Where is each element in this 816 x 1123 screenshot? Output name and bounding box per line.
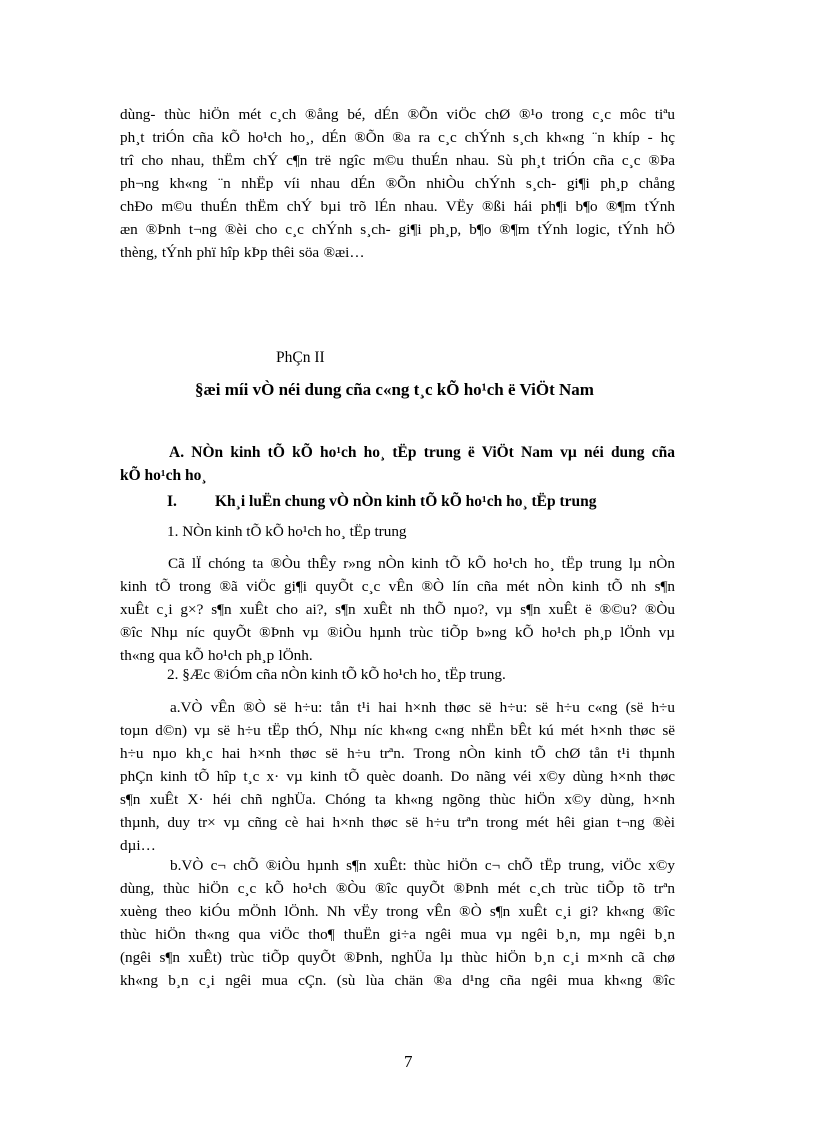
paragraph-b — [120, 854, 675, 992]
text-line: dùng, thùc hiÖn c¸c kÕ ho¹ch ®Òu ®îc quyÕt ®Þnh mét c¸ch trùc tiÕp tõ trªn — [120, 880, 675, 897]
text-line: ph¸t triÓn cña kÕ ho¹ch ho¸, dÉn ®Õn ®a ra c¸c chÝnh s¸ch kh«ng ¨n khíp - hç — [120, 129, 675, 146]
section-a-heading — [120, 441, 675, 487]
part-title: §æi míi vÒ néi dung cña c«ng t¸c kÕ ho¹ch ë ViÖt Nam — [195, 380, 594, 399]
intro-paragraph — [120, 103, 675, 264]
text-line: kinh tÕ trong ®ã viÖc gi¶i quyÕt c¸c vÊn ®Ò lín cña mét nÒn kinh tÕ nh s¶n — [120, 578, 675, 595]
text-line: (ngêi s¶n xuÊt) trùc tiÕp quyÕt ®Þnh, nghÜa lµ thùc hiÖn b¸n c¸i m×nh cã chø — [120, 949, 675, 966]
text-line: æn ®Þnh t¬ng ®èi cho c¸c chÝnh s¸ch- gi¶i ph¸p, b¶o ®¶m tÝnh logic, tÝnh hÖ — [120, 221, 675, 238]
text-line: s¶n xuÊt X· héi chñ nghÜa. Chóng ta kh«ng ngõng thùc hiÖn x©y dùng, h×nh — [120, 791, 675, 808]
text-line: dùng- thùc hiÖn mét c¸ch ®ång bé, dÉn ®Õn viÖc chØ ®¹o trong c¸c môc tiªu — [120, 106, 675, 123]
paragraph-1 — [120, 552, 675, 667]
text-line: thùc hiÖn th«ng qua viÖc tho¶ thuËn gi÷a ngêi mua vµ ngêi b¸n, mµ ngêi b¸n — [120, 926, 675, 943]
subheading-2: 2. §Æc ®iÓm cña nÒn kinh tÕ kÕ ho¹ch ho¸ tËp trung. — [167, 666, 506, 683]
text-line: ®îc Nhµ níc quyÕt ®Þnh vµ ®iÒu hµnh trùc tiÕp b»ng kÕ ho¹ch ph¸p lÖnh vµ — [120, 624, 675, 641]
text-line: thµnh, duy tr× vµ cñng cè hai h×nh thøc së h÷u trªn trong mét hêi gian t¬ng ®èi — [120, 814, 675, 831]
text-line: trî cho nhau, thËm chÝ c¶n trë ngîc m©u thuÉn nhau. Sù ph¸t triÓn cña c¸c ®Þa — [120, 152, 675, 169]
text-line: thèng, tÝnh phï hîp kÞp thêi söa ®æi… — [120, 244, 365, 261]
text-line: ph¬ng kh«ng ¨n nhËp víi nhau dÉn ®Õn nhiÒu chÝnh s¸ch- gi¶i ph¸p chång — [120, 175, 675, 192]
text-line: toµn d©n) vµ së h÷u tËp thÓ, Nhµ níc kh«ng c«ng nhËn bÊt kú mét h×nh thøc së — [120, 722, 675, 739]
page-number: 7 — [404, 1052, 413, 1071]
text-line: a.VÒ vÊn ®Ò së h÷u: tån t¹i hai h×nh thøc së h÷u: së h÷u c«ng (së h÷u — [170, 699, 675, 716]
text-line: xuèng theo kiÓu mÖnh lÖnh. Nh vËy trong vÊn ®Ò s¶n xuÊt c¸i gi? kh«ng ®îc — [120, 903, 675, 920]
subheading-1: 1. NÒn kinh tÕ kÕ ho¹ch ho¸ tËp trung — [167, 523, 407, 540]
text-line: dµi… — [120, 837, 156, 854]
text-line: phÇn kinh tÕ hîp t¸c x· vµ kinh tÕ quèc doanh. Do nãng véi x©y dùng h×nh thøc — [120, 768, 675, 785]
text-line: Cã lÏ chóng ta ®Òu thÊy r»ng nÒn kinh tÕ kÕ ho¹ch ho¸ tËp trung lµ nÒn — [168, 555, 675, 572]
heading-1-number: I. — [167, 493, 177, 510]
text-line: kh«ng b¸n c¸i ngêi mua cÇn. (sù lùa chän ®a d¹ng cña ngêi mua kh«ng ®îc — [120, 972, 675, 989]
section-a-line: kÕ ho¹ch ho¸ — [120, 467, 207, 484]
text-line: xuÊt c¸i g×? s¶n xuÊt cho ai?, s¶n xuÊt nh thÕ nµo?, vµ s¶n xuÊt ë ®©u? ®Òu — [120, 601, 675, 618]
section-a-line: A. NÒn kinh tÕ kÕ ho¹ch ho¸ tËp trung ë ViÖt Nam vµ néi dung cña — [169, 444, 675, 461]
text-line: h÷u nµo kh¸c hai h×nh thøc së h÷u trªn. Trong nÒn kinh tÕ chØ tån t¹i thµnh — [120, 745, 675, 762]
text-line: th«ng qua kÕ ho¹ch ph¸p lÖnh. — [120, 647, 313, 664]
part-label: PhÇn II — [276, 349, 325, 366]
text-line: chÐo m©u thuÉn thËm chÝ bµi trõ lÉn nhau. VËy ®ßi hái ph¶i b¶o ®¶m tÝnh — [120, 198, 675, 215]
heading-1-text: Kh¸i luËn chung vÒ nÒn kinh tÕ kÕ ho¹ch ho¸ tËp trung — [215, 493, 597, 510]
paragraph-a — [120, 696, 675, 857]
text-line: b.VÒ c¬ chÕ ®iÒu hµnh s¶n xuÊt: thùc hiÖn c¬ chÕ tËp trung, viÖc x©y — [170, 857, 675, 874]
